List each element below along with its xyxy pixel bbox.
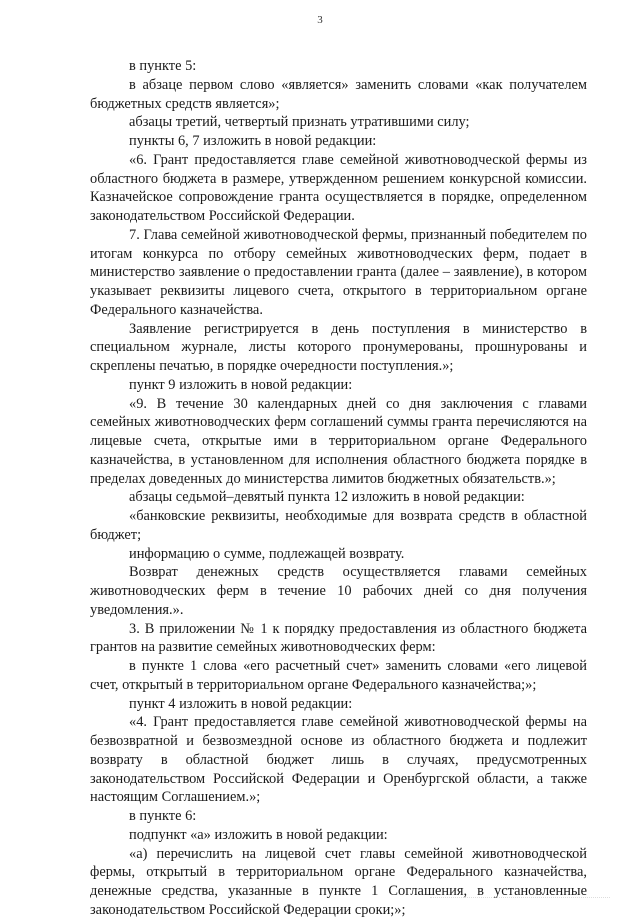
paragraph: пункты 6, 7 изложить в новой редакции: [129,133,377,149]
paragraph: «а) перечислить на лицевой счет главы семейной животноводческой фермы, открытый в территориальном органе Федерального казначейства, денежные средства, указанные в пункте 1 Соглашения, в установленные законодательством Российской Федерации сроки;»; [90,845,587,918]
paragraph: пункт 9 изложить в новой редакции: [129,376,353,393]
paragraph: информацию о сумме, подлежащей возврату. [129,545,405,562]
paragraph: 3. В приложении № 1 к порядку предоставления из областного бюджета грантов на развитие семейных животноводческих ферм: [90,620,587,656]
paragraph: «банковские реквизиты, необходимые для возврата средств в областной бюджет; [90,508,587,543]
paragraph: абзацы третий, четвертый признать утратившими силу; [129,114,470,131]
paragraph: «4. Грант предоставляется главе семейной животноводческой фермы на безвозвратной и безвозмездной основе из областного бюджета и подлежит возврату в областной бюджет лишь в случаях, предусмотренных законодательством Российской Федерации и Оренбургской области, а также настоящим Соглашением.»; [90,714,587,806]
document-body [90,57,587,920]
scan-artifact [430,897,610,902]
paragraph: в пункте 6: [129,808,197,824]
paragraph: «9. В течение 30 календарных дней со дня заключения с главами семейных животноводческих ферм соглашений суммы гранта перечисляются на лицевые счета, открытые ими в территориальном органе Федерального казначейства, в установленном для исполнения областного бюджета порядке в пределах доведенных до министерства лимитов бюджетных обязательств.»; [90,395,587,487]
paragraph: абзацы седьмой–девятый пункта 12 изложить в новой редакции: [129,489,525,506]
paragraph: пункт 4 изложить в новой редакции: [129,695,353,712]
paragraph: в пункте 1 слова «его расчетный счет» заменить словами «его лицевой счет, открытый в территориальном органе Федерального казначейства;»; [90,658,587,693]
paragraph: Возврат денежных средств осуществляется главами семейных животноводческих ферм в течение 10 рабочих дней со дня получения уведомления.». [90,564,587,618]
paragraph: подпункт «а» изложить в новой редакции: [129,826,388,843]
paragraph: «6. Грант предоставляется главе семейной животноводческой фермы из областного бюджета в размере, утвержденном решением конкурсной комиссии. Казначейское сопровождение гранта осуществляется в порядке, определенном законодательством Российской Федерации. [90,151,587,224]
paragraph: 7. Глава семейной животноводческой фермы, признанный победителем по итогам конкурса по отбору семейных животноводческих ферм, подает в министерство заявление о предоставлении гранта (далее – заявление), в котором указывает реквизиты лицевого счета, открытого в территориальном органе Федерального казначейства. [90,226,587,318]
page-number: 3 [317,14,323,26]
paragraph: в абзаце первом слово «является» заменить словами «как получателем бюджетных средств является»; [90,76,587,112]
paragraph: в пункте 5: [129,58,197,74]
paragraph: Заявление регистрируется в день поступления в министерство в специальном журнале, листы которого пронумерованы, прошнурованы и скреплены печатью, в порядке очередности поступления.»; [90,320,587,374]
